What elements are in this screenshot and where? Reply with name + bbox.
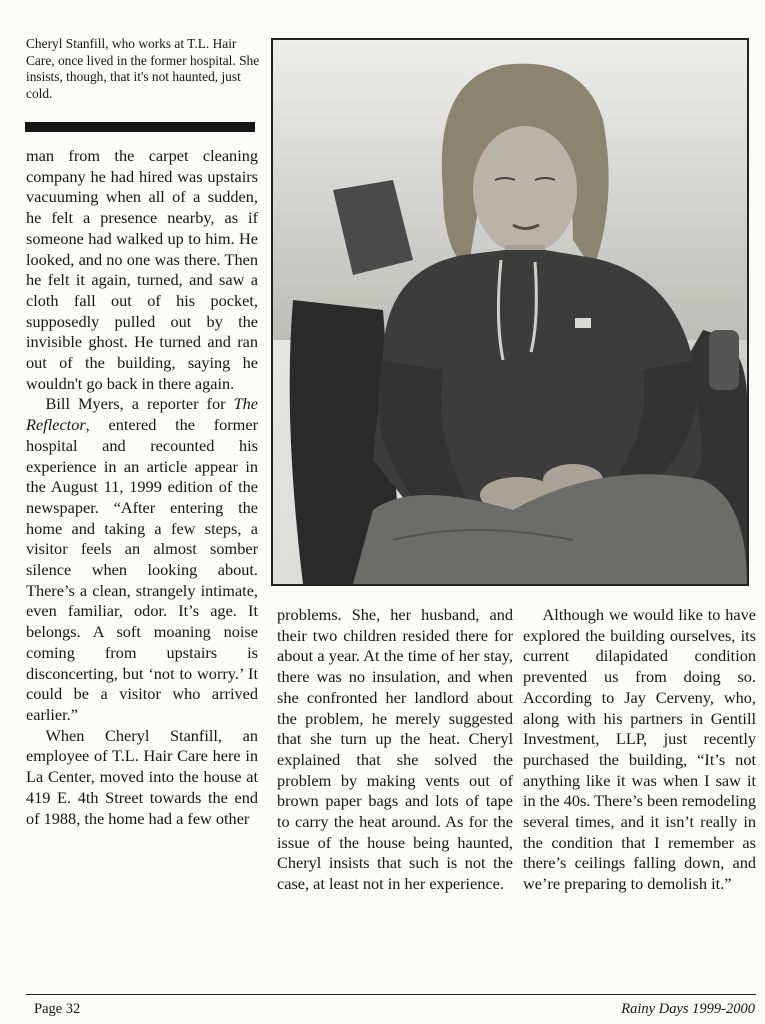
photo-caption: Cheryl Stanfill, who works at T.L. Hair Care, once lived in the former hospital. She insists, though, that it's not haunted, just cold.: [26, 36, 260, 101]
page-number: Page 32: [34, 1001, 81, 1017]
article-column-right: [523, 605, 756, 895]
caption-divider-bar: [25, 122, 255, 132]
article-paragraph: problems. She, her husband, and their two children resided there for about a year. At the time of her stay, there was no insulation, and when she confronted her landlord about the problem, he merely suggested that she turn up the heat. Cheryl explained that she solved the problem by making vents out of brown paper bags and lots of tape to carry the heat around. As for the issue of the house being haunted, Cheryl insists that such is not the case, at least not in her experience.: [277, 605, 513, 894]
article-column-left: [26, 146, 258, 829]
article-text: Bill Myers, a reporter for: [45, 394, 234, 414]
footer-rule: [26, 994, 756, 995]
article-paragraph: Although we would like to have explored the building ourselves, its current dilapidated condition prevented us from doing so. According to Jay Cerveny, who, along with his partners in Gentill Investment, LLP, just recently purchased the building, “It’s not anything like it was when I saw it in the 40s. There’s been remodeling several times, and it isn’t really in the condition that I remember as there’s ceilings falling down, and we’re preparing to demolish it.”: [523, 605, 757, 894]
article-text: , entered the former hospital and recounted his experience in an article appear in the August 11, 1999 edition of the newspaper. “After entering the home and taking a few steps, a visitor feels an almost somber silence when looking about. There’s a clean, strangely intimate, even familiar, odor. It’s age. It belongs. A soft moaning noise coming from upstairs is disconcerting, but ‘not to worry.’ It could be a visitor who arrived earlier.”: [26, 415, 258, 724]
article-paragraph: [26, 394, 258, 725]
article-paragraph: When Cheryl Stanfill, an employee of T.L. Hair Care here in La Center, moved into the house at 419 E. 4th Street towards the end of 1988, the home had a few other: [26, 725, 258, 828]
publication-name: The Reflector: [26, 394, 258, 435]
article-paragraph: man from the carpet cleaning company he had hired was upstairs vacuuming when all of a sudden, he felt a presence nearby, as if someone had walked up to him. He looked, and no one was there. Then he felt it again, turned, and saw a cloth fall out of his pocket, supposedly pulled out by the invisible ghost. He turned and ran out of the building, saying he wouldn't go back in there again.: [26, 146, 258, 393]
portrait-photo: [271, 38, 749, 586]
publication-title: Rainy Days 1999-2000: [621, 1001, 755, 1017]
article-column-middle: [277, 605, 513, 895]
